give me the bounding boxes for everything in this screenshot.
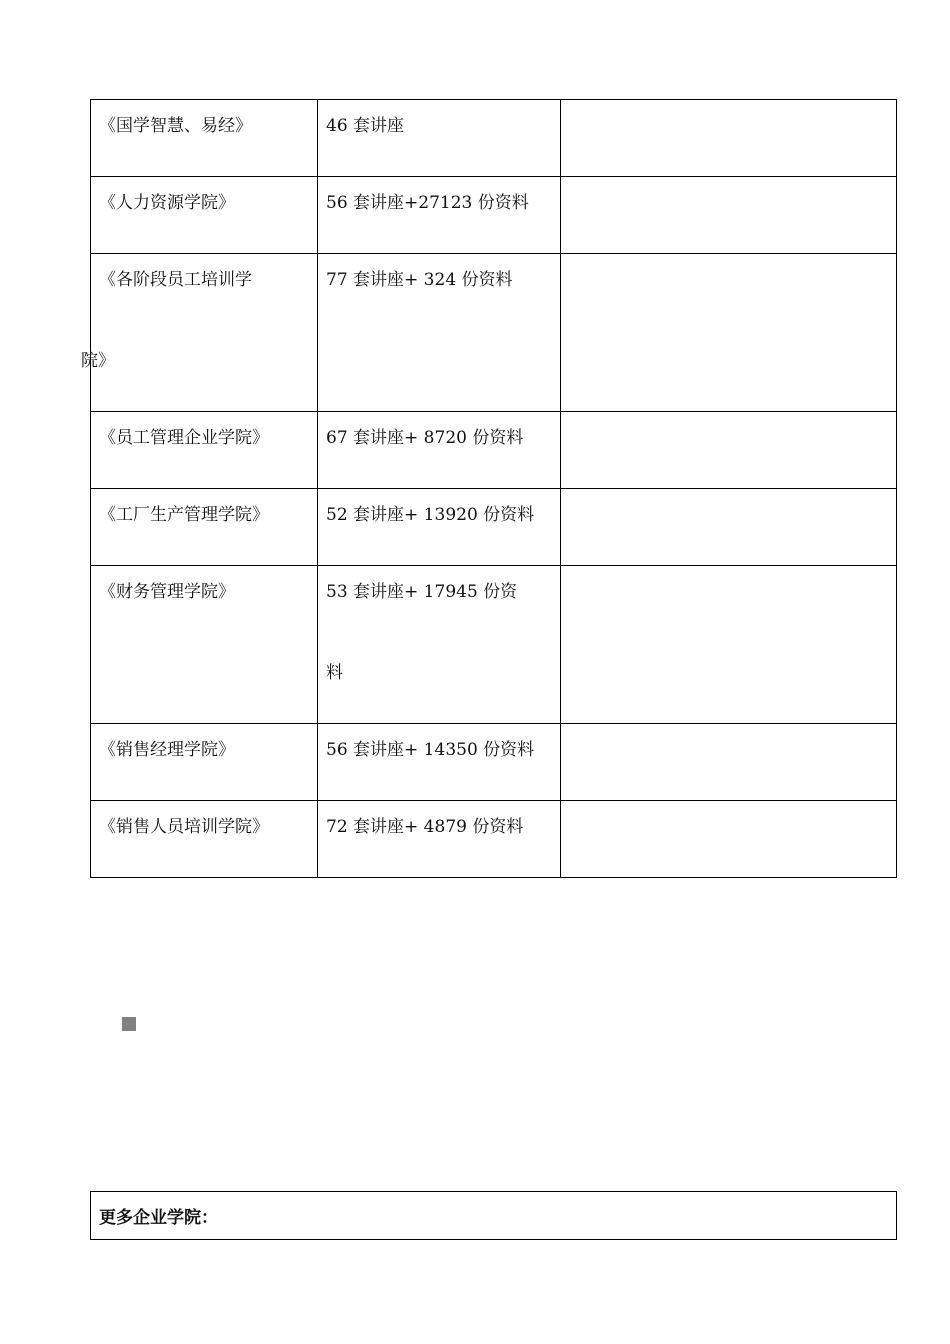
table-row xyxy=(91,489,897,566)
course-count-cell xyxy=(318,489,561,566)
course-count-cell xyxy=(318,254,561,412)
course-count: 56 套讲座+ 14350 份资料 xyxy=(326,740,535,760)
course-note xyxy=(561,566,896,579)
course-count-line2: 料 xyxy=(326,663,343,683)
table-row xyxy=(91,801,897,878)
course-count xyxy=(318,566,560,686)
course-note-cell xyxy=(561,177,897,254)
course-count xyxy=(318,254,560,293)
course-name-line1: 《财务管理学院》 xyxy=(99,582,235,602)
course-name-cell xyxy=(91,177,318,254)
course-note-cell xyxy=(561,489,897,566)
table-row xyxy=(91,724,897,801)
course-note xyxy=(561,100,896,113)
table-row xyxy=(91,100,897,177)
course-name-cell xyxy=(91,412,318,489)
course-count-cell xyxy=(318,566,561,724)
course-name-cell xyxy=(91,100,318,177)
course-name xyxy=(91,566,317,605)
course-count: 52 套讲座+ 13920 份资料 xyxy=(326,505,535,525)
course-count-line1: 77 套讲座+ 324 份资料 xyxy=(326,270,513,290)
more-colleges-box xyxy=(90,1191,897,1240)
course-name: 《国学智慧、易经》 xyxy=(99,116,252,136)
course-note xyxy=(561,801,896,814)
course-name: 《工厂生产管理学院》 xyxy=(99,505,269,525)
course-note-cell xyxy=(561,801,897,878)
table-row xyxy=(91,177,897,254)
course-name-cell xyxy=(91,801,318,878)
course-name-cell xyxy=(91,566,318,724)
course-count-cell xyxy=(318,801,561,878)
course-count: 72 套讲座+ 4879 份资料 xyxy=(326,817,524,837)
more-colleges-label: 更多企业学院： xyxy=(91,1192,897,1240)
course-name: 《销售人员培训学院》 xyxy=(99,817,269,837)
course-name-cell xyxy=(91,489,318,566)
course-note xyxy=(561,412,896,425)
course-note-cell xyxy=(561,566,897,724)
course-count: 56 套讲座+27123 份资料 xyxy=(326,193,529,213)
course-name-line1: 《各阶段员工培训学 xyxy=(99,270,252,290)
course-note-cell xyxy=(561,254,897,412)
course-note-cell xyxy=(561,412,897,489)
course-name-cell xyxy=(81,254,318,412)
course-note-cell xyxy=(561,100,897,177)
course-note-cell xyxy=(561,724,897,801)
course-count-cell xyxy=(318,412,561,489)
course-note xyxy=(561,254,896,267)
course-name: 《员工管理企业学院》 xyxy=(99,428,269,448)
course-count-cell xyxy=(318,100,561,177)
square-bullet-icon xyxy=(122,1017,136,1031)
course-name-cell xyxy=(91,724,318,801)
course-table xyxy=(81,99,897,878)
course-note xyxy=(561,177,896,190)
course-note xyxy=(561,489,896,502)
table-row xyxy=(91,566,897,724)
course-count-cell xyxy=(318,177,561,254)
table-row xyxy=(91,254,897,412)
course-count: 46 套讲座 xyxy=(326,116,405,136)
table-row xyxy=(91,412,897,489)
course-name-line2: 院》 xyxy=(81,351,115,371)
course-count-cell xyxy=(318,724,561,801)
course-note xyxy=(561,724,896,737)
course-name: 《人力资源学院》 xyxy=(99,193,235,213)
course-count-line1: 53 套讲座+ 17945 份资 xyxy=(326,582,518,602)
more-colleges-row xyxy=(91,1192,897,1240)
course-count: 67 套讲座+ 8720 份资料 xyxy=(326,428,524,448)
course-name xyxy=(81,254,317,374)
course-name: 《销售经理学院》 xyxy=(99,740,235,760)
